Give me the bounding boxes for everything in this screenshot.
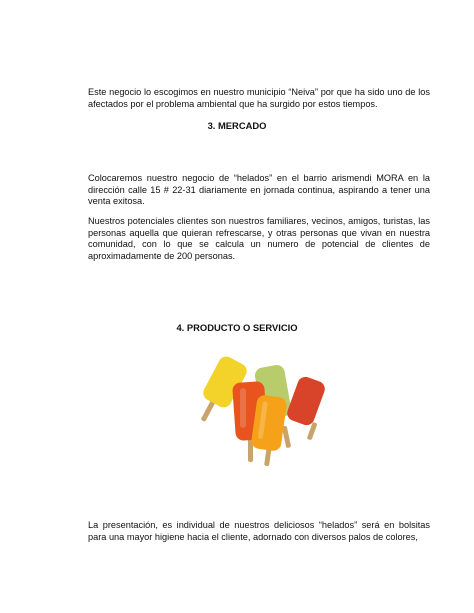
paragraph-clients: Nuestros potenciales clientes son nuestros familiares, vecinos, amigos, turistas, las personas aquella que quieran refrescarse, y otras personas que vivan en nuestra comunidad, con lo que se calcula un numero de potencial de clientes de aproximadamente de 200 personas. <box>88 216 430 261</box>
popsicles-image <box>196 352 328 468</box>
paragraph-location: Colocaremos nuestro negocio de “helados” en el barrio arismendi MORA en la dirección calle 15 # 22-31 diariamente en jornada continua, aspirando a tener una venta exitosa. <box>88 173 430 206</box>
popsicle-stick <box>201 400 216 422</box>
paragraph-presentation: La presentación, es individual de nuestros deliciosos “helados” será en bolsitas para una mayor higiene hacia el cliente, adornado con diversos palos de colores, <box>88 520 430 542</box>
section-title-producto: 4. PRODUCTO O SERVICIO <box>176 322 298 333</box>
paragraph-intro: Este negocio lo escogimos en nuestro municipio “Neiva” por que ha sido uno de los afectados por el problema ambiental que ha surgido por estos tiempos. <box>88 87 430 109</box>
section-title-mercado: 3. MERCADO <box>207 120 267 131</box>
popsicle-red-right <box>285 375 327 428</box>
